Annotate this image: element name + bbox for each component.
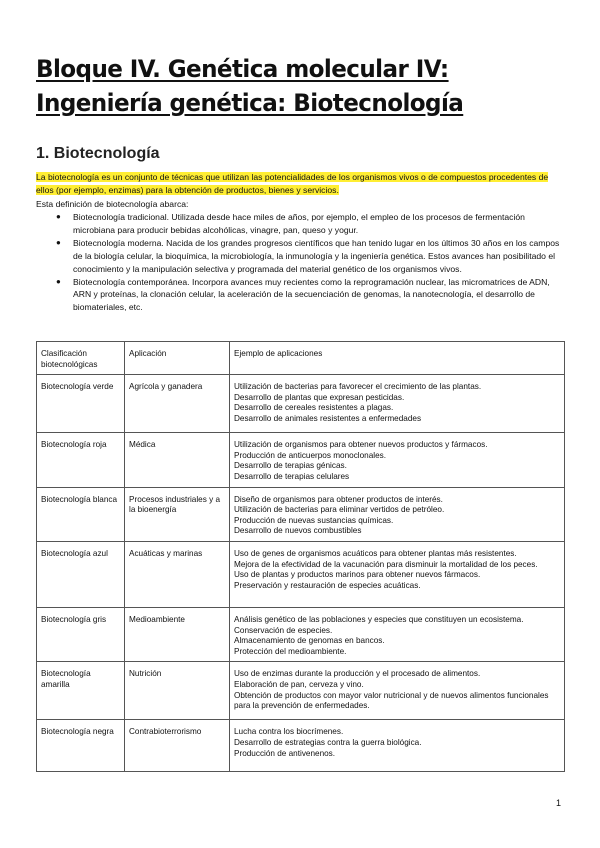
example-line: Conservación de especies. (234, 625, 333, 635)
table-row (37, 375, 565, 433)
page-number: 1 (556, 798, 562, 808)
cell-classification: Biotecnología azul (37, 541, 125, 607)
cell-application: Contrabioterrorismo (125, 720, 230, 772)
example-line: Uso de enzimas durante la producción y el procesado de alimentos. (234, 669, 481, 679)
cell-classification: Biotecnología verde (37, 375, 125, 433)
cell-examples (230, 607, 565, 661)
example-line: Producción de anticuerpos monoclonales. (234, 450, 387, 460)
example-line: Utilización de bacterias para favorecer el crecimiento de las plantas. (234, 382, 482, 392)
page-title: Bloque IV. Genética molecular IV: Ingeniería genética: Biotecnología (36, 55, 464, 117)
cell-examples (230, 433, 565, 487)
example-line: Producción de nuevas sustancias químicas. (234, 515, 394, 525)
definition-intro: Esta definición de biotecnología abarca: (36, 199, 189, 209)
example-line: Utilización de bacterias para eliminar vertidos de petróleo. (234, 505, 445, 515)
example-line: Desarrollo de terapias celulares (234, 471, 350, 481)
table-row (37, 487, 565, 541)
cell-application: Médica (125, 433, 230, 487)
bullet-list (36, 211, 564, 314)
cell-classification: Biotecnología roja (37, 433, 125, 487)
table-header-row (37, 342, 565, 375)
example-line: Desarrollo de animales resistentes a enfermedades (234, 413, 422, 423)
example-line: Protección del medioambiente. (234, 646, 347, 656)
bullet-icon: ● (56, 276, 61, 286)
cell-classification: Biotecnología gris (37, 607, 125, 661)
example-line: Utilización de organismos para obtener nuevos productos y fármacos. (234, 440, 488, 450)
table-row (37, 720, 565, 772)
table-row (37, 541, 565, 607)
example-line: Desarrollo de plantas que expresan pesticidas. (234, 392, 405, 402)
cell-classification: Biotecnología negra (37, 720, 125, 772)
bullet-icon: ● (56, 212, 61, 221)
list-item: ● Biotecnología tradicional. Utilizada desde hace miles de años, por ejemplo, el empleo de los procesos de fermentación microbiana para producir bebidas alcohólicas, vinagre, pan, queso y yogur. (56, 212, 525, 235)
highlighted-definition: La biotecnología es un conjunto de técnicas que utilizan las potencialidades de los organismos vivos o de compuestos procedentes de ellos (por ejemplo, enzimas) para la obtención de productos, bienes y servicios. (36, 172, 549, 195)
bullet-icon: ● (56, 237, 61, 247)
header-examples: Ejemplo de aplicaciones (230, 342, 565, 375)
cell-classification: Biotecnología amarilla (37, 662, 125, 720)
example-line: Mejora de la efectividad de la vacunación para disminuir la mortalidad de los peces. (234, 559, 538, 569)
example-line: Lucha contra los biocrímenes. (234, 727, 344, 737)
example-line: Almacenamiento de genomas en bancos. (234, 636, 385, 646)
cell-application: Procesos industriales y a la bioenergía (125, 487, 230, 541)
cell-examples (230, 487, 565, 541)
cell-examples (230, 720, 565, 772)
example-line: Desarrollo de nuevos combustibles (234, 526, 362, 536)
header-application: Aplicación (125, 342, 230, 375)
example-line: Desarrollo de terapias génicas. (234, 461, 347, 471)
example-line: Análisis genético de las poblaciones y especies que constituyen un ecosistema. (234, 614, 524, 624)
example-line: Producción de antivenenos. (234, 748, 336, 758)
table-row (37, 607, 565, 661)
example-line: Preservación y restauración de especies acuáticas. (234, 580, 421, 590)
cell-classification: Biotecnología blanca (37, 487, 125, 541)
example-line: Diseño de organismos para obtener productos de interés. (234, 494, 443, 504)
example-line: Desarrollo de cereales resistentes a plagas. (234, 403, 394, 413)
cell-application: Acuáticas y marinas (125, 541, 230, 607)
example-line: Uso de plantas y productos marinos para obtener nuevos fármacos. (234, 570, 481, 580)
biotech-table (36, 341, 565, 772)
cell-application: Agrícola y ganadera (125, 375, 230, 433)
cell-application: Nutrición (125, 662, 230, 720)
cell-examples (230, 541, 565, 607)
section-heading: 1. Biotecnología (36, 145, 160, 162)
example-line: Desarrollo de estrategias contra la guerra biológica. (234, 737, 422, 747)
cell-examples (230, 375, 565, 433)
cell-application: Medioambiente (125, 607, 230, 661)
table-row (37, 662, 565, 720)
list-item: ● Biotecnología moderna. Nacida de los grandes progresos científicos que han tenido lugar en los últimos 30 años en los campos de la biología celular, la bioquímica, la microbiología, la inmunología y la ingeniería genética. Estos avances han posibilitado el conocimiento y la manipulación selectiva y programada del material genético de los organismos vivos. (56, 237, 560, 274)
header-classification: Clasificación biotecnológicas (37, 342, 125, 375)
intro-paragraph (36, 171, 566, 196)
table-row (37, 433, 565, 487)
example-line: Elaboración de pan, cerveza y vino. (234, 679, 364, 689)
list-item: ● Biotecnología contemporánea. Incorpora avances muy recientes como la reprogramación nuclear, las micromatrices de ADN, ARN y proteínas, la clonación celular, la aceleración de la secuenciación de genomas, la nanotecnología, el desarrollo de biomateriales, etc. (56, 276, 550, 313)
cell-examples (230, 662, 565, 720)
example-line: Obtención de productos con mayor valor nutricional y de nuevos alimentos funcionales para la prevención de enfermedades. (234, 690, 549, 711)
example-line: Uso de genes de organismos acuáticos para obtener plantas más resistentes. (234, 548, 517, 558)
